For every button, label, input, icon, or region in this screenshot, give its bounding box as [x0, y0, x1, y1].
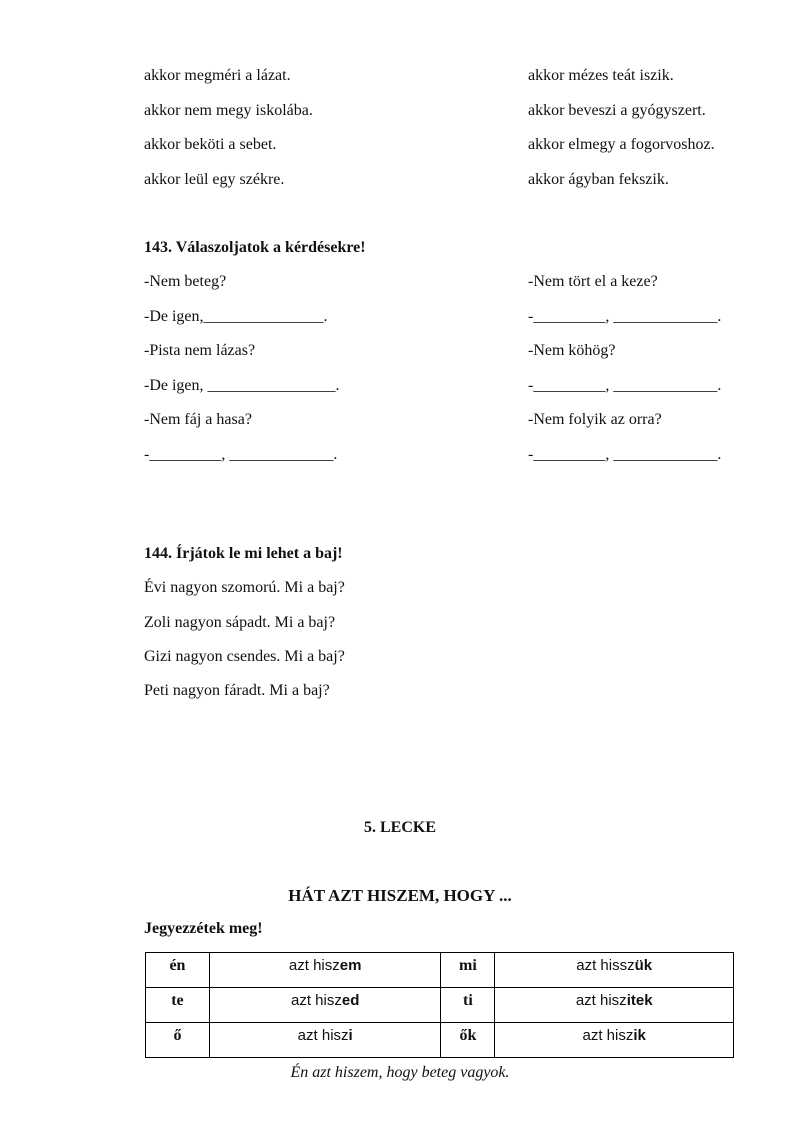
pronoun-cell: te	[146, 988, 210, 1023]
table-row	[146, 1023, 734, 1058]
verb-cell: azt hisszük	[495, 953, 734, 988]
list-item: akkor leül egy székre.	[144, 171, 285, 188]
example-caption: Én azt hiszem, hogy beteg vagyok.	[290, 1064, 510, 1081]
pronoun-cell: ők	[441, 1023, 495, 1058]
list-item: akkor elmegy a fogorvoshoz.	[528, 136, 715, 153]
table-row	[146, 988, 734, 1023]
question-line: -Nem fáj a hasa?	[144, 411, 252, 428]
pronoun-cell: én	[146, 953, 210, 988]
verb-cell: azt hiszed	[209, 988, 441, 1023]
answer-line: -_________, _____________.	[528, 308, 722, 325]
answer-line: -De igen, ________________.	[144, 377, 340, 394]
exercise-title: 143. Válaszoljatok a kérdésekre!	[144, 239, 366, 256]
pronoun-cell: mi	[441, 953, 495, 988]
pronoun-cell: ti	[441, 988, 495, 1023]
conjugation-table	[145, 952, 734, 1058]
question-line: -Pista nem lázas?	[144, 342, 256, 359]
table-row	[146, 953, 734, 988]
verb-cell: azt hiszi	[209, 1023, 441, 1058]
note-title: Jegyezzétek meg!	[144, 920, 263, 937]
list-item: akkor ágyban fekszik.	[528, 171, 669, 188]
answer-line: -_________, _____________.	[528, 377, 722, 394]
verb-cell: azt hiszitek	[495, 988, 734, 1023]
list-item: akkor nem megy iskolába.	[144, 102, 313, 119]
lesson-subtitle: HÁT AZT HISZEM, HOGY ...	[288, 886, 512, 905]
list-item: akkor beköti a sebet.	[144, 136, 277, 153]
list-item: Gizi nagyon csendes. Mi a baj?	[144, 648, 345, 665]
exercise-title: 144. Írjátok le mi lehet a baj!	[144, 545, 343, 562]
verb-cell: azt hiszik	[495, 1023, 734, 1058]
list-item: Zoli nagyon sápadt. Mi a baj?	[144, 614, 336, 631]
pronoun-cell: ő	[146, 1023, 210, 1058]
question-line: -Nem folyik az orra?	[528, 411, 662, 428]
verb-cell: azt hiszem	[209, 953, 441, 988]
list-item: Évi nagyon szomorú. Mi a baj?	[144, 579, 345, 596]
answer-line: -_________, _____________.	[528, 446, 722, 463]
question-line: -Nem tört el a keze?	[528, 273, 658, 290]
list-item: akkor mézes teát iszik.	[528, 67, 674, 84]
lesson-heading: 5. LECKE	[363, 819, 436, 836]
list-item: akkor beveszi a gyógyszert.	[528, 102, 706, 119]
question-line: -Nem köhög?	[528, 342, 616, 359]
list-item: akkor megméri a lázat.	[144, 67, 291, 84]
list-item: Peti nagyon fáradt. Mi a baj?	[144, 682, 330, 699]
answer-line: -De igen,_______________.	[144, 308, 328, 325]
question-line: -Nem beteg?	[144, 273, 227, 290]
answer-line: -_________, _____________.	[144, 446, 338, 463]
